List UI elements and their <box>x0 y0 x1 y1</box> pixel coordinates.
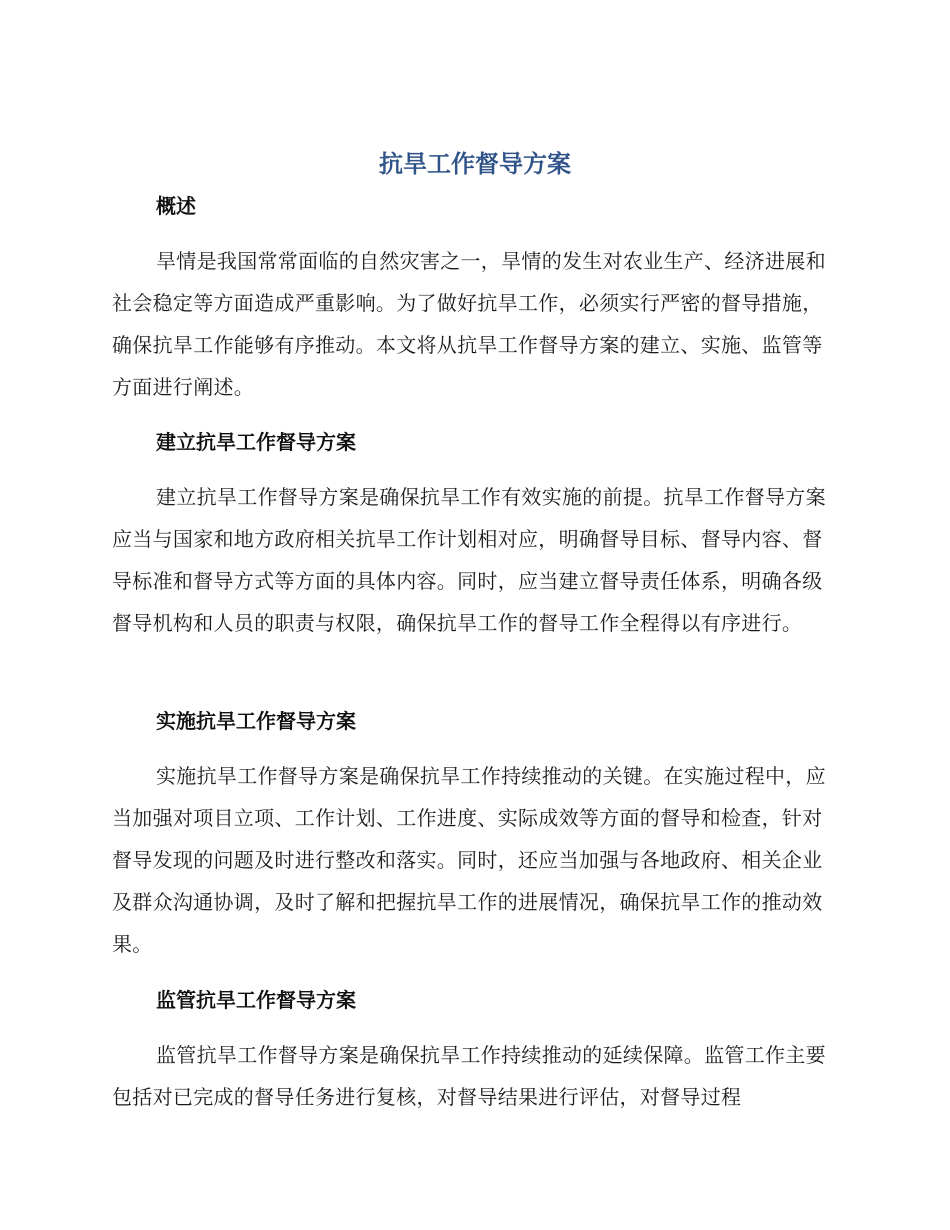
section-heading-establish: 建立抗旱工作督导方案 <box>156 430 356 454</box>
section-paragraph-overview: 旱情是我国常常面临的自然灾害之一，旱情的发生对农业生产、经济进展和社会稳定等方面造成严重影响。为了做好抗旱工作，必须实行严密的督导措施，确保抗旱工作能够有序推动。本文将从抗旱工作督导方案的建立、实施、监管等方面进行阐述。 <box>112 249 826 399</box>
section-heading-supervise: 监管抗旱工作督导方案 <box>156 988 356 1012</box>
document-title: 抗旱工作督导方案 <box>379 150 571 178</box>
section-paragraph-supervise: 监管抗旱工作督导方案是确保抗旱工作持续推动的延续保障。监管工作主要包括对已完成的督导任务进行复核，对督导结果进行评估，对督导过程 <box>112 1043 826 1109</box>
section-heading-overview: 概述 <box>156 194 196 218</box>
section-heading-implement: 实施抗旱工作督导方案 <box>156 709 356 733</box>
section-paragraph-implement: 实施抗旱工作督导方案是确保抗旱工作持续推动的关键。在实施过程中，应当加强对项目立项、工作计划、工作进度、实际成效等方面的督导和检查，针对督导发现的问题及时进行整改和落实。同时，还应当加强与各地政府、相关企业及群众沟通协调，及时了解和把握抗旱工作的进展情况，确保抗旱工作的推动效果。 <box>112 764 826 956</box>
section-paragraph-establish: 建立抗旱工作督导方案是确保抗旱工作有效实施的前提。抗旱工作督导方案应当与国家和地方政府相关抗旱工作计划相对应，明确督导目标、督导内容、督导标准和督导方式等方面的具体内容。同时，应当建立督导责任体系，明确各级督导机构和人员的职责与权限，确保抗旱工作的督导工作全程得以有序进行。 <box>112 485 826 635</box>
